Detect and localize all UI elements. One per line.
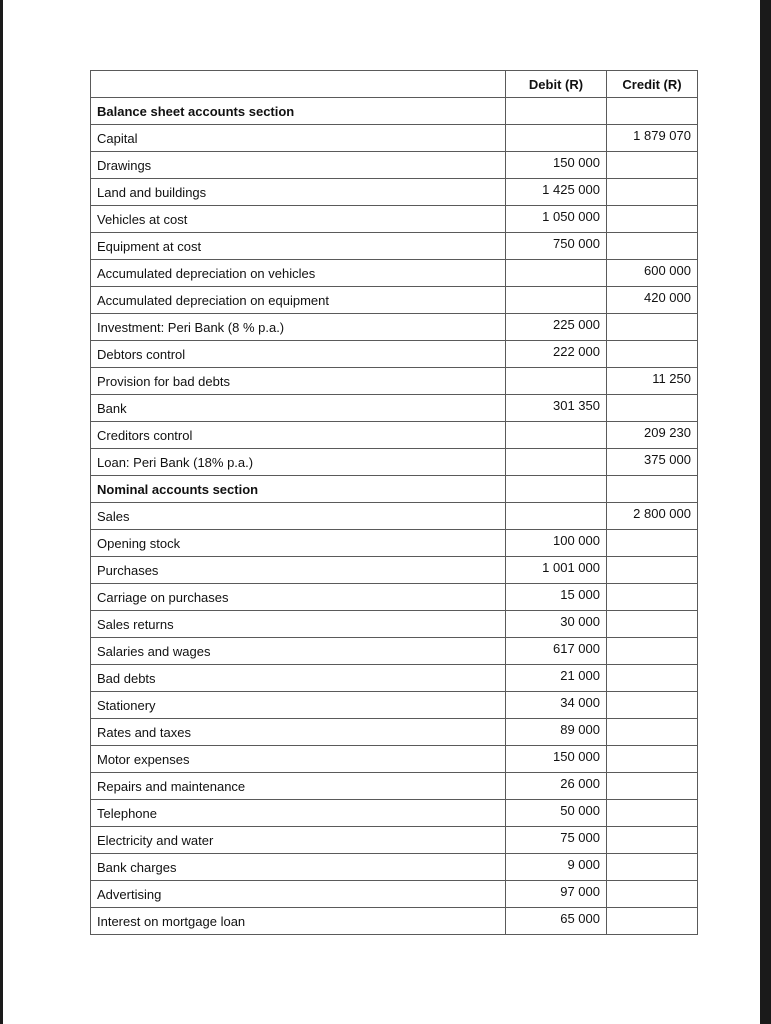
debit-amount bbox=[506, 125, 607, 152]
debit-amount bbox=[506, 260, 607, 287]
table-row bbox=[91, 422, 698, 449]
debit-amount: 225 000 bbox=[506, 314, 607, 341]
section-title: Balance sheet accounts section bbox=[91, 98, 506, 125]
credit-amount bbox=[607, 881, 698, 908]
account-name: Accumulated depreciation on equipment bbox=[91, 287, 506, 314]
document-page bbox=[3, 0, 760, 1024]
debit-amount: 1 425 000 bbox=[506, 179, 607, 206]
table-row bbox=[91, 233, 698, 260]
table-row bbox=[91, 314, 698, 341]
credit-amount bbox=[607, 557, 698, 584]
account-name: Capital bbox=[91, 125, 506, 152]
credit-amount bbox=[607, 800, 698, 827]
credit-column-header: Credit (R) bbox=[607, 71, 698, 98]
table-row bbox=[91, 206, 698, 233]
account-name: Telephone bbox=[91, 800, 506, 827]
debit-amount: 9 000 bbox=[506, 854, 607, 881]
credit-amount bbox=[607, 719, 698, 746]
table-row bbox=[91, 260, 698, 287]
debit-amount: 1 001 000 bbox=[506, 557, 607, 584]
table-row bbox=[91, 503, 698, 530]
table-body bbox=[91, 98, 698, 935]
account-name: Bad debts bbox=[91, 665, 506, 692]
credit-amount: 11 250 bbox=[607, 368, 698, 395]
table-row bbox=[91, 584, 698, 611]
debit-amount: 150 000 bbox=[506, 152, 607, 179]
section-header-row bbox=[91, 98, 698, 125]
account-name: Salaries and wages bbox=[91, 638, 506, 665]
credit-amount bbox=[607, 854, 698, 881]
section-title: Nominal accounts section bbox=[91, 476, 506, 503]
debit-amount bbox=[506, 503, 607, 530]
account-name: Drawings bbox=[91, 152, 506, 179]
debit-amount: 34 000 bbox=[506, 692, 607, 719]
debit-amount: 97 000 bbox=[506, 881, 607, 908]
account-name: Vehicles at cost bbox=[91, 206, 506, 233]
debit-amount: 301 350 bbox=[506, 395, 607, 422]
account-name: Motor expenses bbox=[91, 746, 506, 773]
debit-amount: 50 000 bbox=[506, 800, 607, 827]
credit-amount bbox=[607, 476, 698, 503]
table-row bbox=[91, 449, 698, 476]
debit-amount bbox=[506, 476, 607, 503]
credit-amount: 420 000 bbox=[607, 287, 698, 314]
table-row bbox=[91, 746, 698, 773]
debit-amount: 89 000 bbox=[506, 719, 607, 746]
credit-amount bbox=[607, 638, 698, 665]
table-row bbox=[91, 854, 698, 881]
table-row bbox=[91, 125, 698, 152]
debit-amount: 65 000 bbox=[506, 908, 607, 935]
account-name: Equipment at cost bbox=[91, 233, 506, 260]
credit-amount bbox=[607, 341, 698, 368]
account-name: Bank charges bbox=[91, 854, 506, 881]
credit-amount: 209 230 bbox=[607, 422, 698, 449]
debit-amount: 100 000 bbox=[506, 530, 607, 557]
table-row bbox=[91, 638, 698, 665]
credit-amount bbox=[607, 395, 698, 422]
account-name: Debtors control bbox=[91, 341, 506, 368]
account-column-header bbox=[91, 71, 506, 98]
account-name: Loan: Peri Bank (18% p.a.) bbox=[91, 449, 506, 476]
table-row bbox=[91, 773, 698, 800]
debit-amount: 150 000 bbox=[506, 746, 607, 773]
credit-amount bbox=[607, 665, 698, 692]
debit-amount bbox=[506, 368, 607, 395]
account-name: Interest on mortgage loan bbox=[91, 908, 506, 935]
table-row bbox=[91, 287, 698, 314]
debit-amount bbox=[506, 449, 607, 476]
table-row bbox=[91, 395, 698, 422]
credit-amount: 1 879 070 bbox=[607, 125, 698, 152]
table-row bbox=[91, 368, 698, 395]
debit-amount bbox=[506, 98, 607, 125]
account-name: Repairs and maintenance bbox=[91, 773, 506, 800]
credit-amount bbox=[607, 746, 698, 773]
table-row bbox=[91, 530, 698, 557]
credit-amount: 375 000 bbox=[607, 449, 698, 476]
account-name: Advertising bbox=[91, 881, 506, 908]
debit-amount: 750 000 bbox=[506, 233, 607, 260]
credit-amount bbox=[607, 584, 698, 611]
account-name: Creditors control bbox=[91, 422, 506, 449]
credit-amount bbox=[607, 773, 698, 800]
table-row bbox=[91, 719, 698, 746]
table-row bbox=[91, 179, 698, 206]
account-name: Rates and taxes bbox=[91, 719, 506, 746]
credit-amount bbox=[607, 314, 698, 341]
credit-amount: 2 800 000 bbox=[607, 503, 698, 530]
table-row bbox=[91, 611, 698, 638]
debit-amount bbox=[506, 287, 607, 314]
table-row bbox=[91, 665, 698, 692]
table-row bbox=[91, 881, 698, 908]
account-name: Electricity and water bbox=[91, 827, 506, 854]
table-row bbox=[91, 908, 698, 935]
credit-amount bbox=[607, 827, 698, 854]
table-row bbox=[91, 827, 698, 854]
section-header-row bbox=[91, 476, 698, 503]
credit-amount bbox=[607, 908, 698, 935]
account-name: Provision for bad debts bbox=[91, 368, 506, 395]
table-row bbox=[91, 152, 698, 179]
account-name: Carriage on purchases bbox=[91, 584, 506, 611]
debit-amount bbox=[506, 422, 607, 449]
debit-amount: 26 000 bbox=[506, 773, 607, 800]
debit-amount: 222 000 bbox=[506, 341, 607, 368]
account-name: Bank bbox=[91, 395, 506, 422]
table-header-row bbox=[91, 71, 698, 98]
credit-amount bbox=[607, 692, 698, 719]
credit-amount bbox=[607, 98, 698, 125]
account-name: Accumulated depreciation on vehicles bbox=[91, 260, 506, 287]
credit-amount: 600 000 bbox=[607, 260, 698, 287]
table-row bbox=[91, 692, 698, 719]
account-name: Opening stock bbox=[91, 530, 506, 557]
account-name: Purchases bbox=[91, 557, 506, 584]
table-row bbox=[91, 341, 698, 368]
debit-amount: 21 000 bbox=[506, 665, 607, 692]
table-row bbox=[91, 800, 698, 827]
debit-amount: 1 050 000 bbox=[506, 206, 607, 233]
account-name: Stationery bbox=[91, 692, 506, 719]
table-row bbox=[91, 557, 698, 584]
credit-amount bbox=[607, 233, 698, 260]
trial-balance-table bbox=[90, 70, 698, 935]
credit-amount bbox=[607, 179, 698, 206]
debit-column-header: Debit (R) bbox=[506, 71, 607, 98]
account-name: Sales returns bbox=[91, 611, 506, 638]
account-name: Land and buildings bbox=[91, 179, 506, 206]
credit-amount bbox=[607, 611, 698, 638]
debit-amount: 15 000 bbox=[506, 584, 607, 611]
credit-amount bbox=[607, 530, 698, 557]
debit-amount: 617 000 bbox=[506, 638, 607, 665]
debit-amount: 30 000 bbox=[506, 611, 607, 638]
account-name: Investment: Peri Bank (8 % p.a.) bbox=[91, 314, 506, 341]
credit-amount bbox=[607, 206, 698, 233]
account-name: Sales bbox=[91, 503, 506, 530]
debit-amount: 75 000 bbox=[506, 827, 607, 854]
credit-amount bbox=[607, 152, 698, 179]
